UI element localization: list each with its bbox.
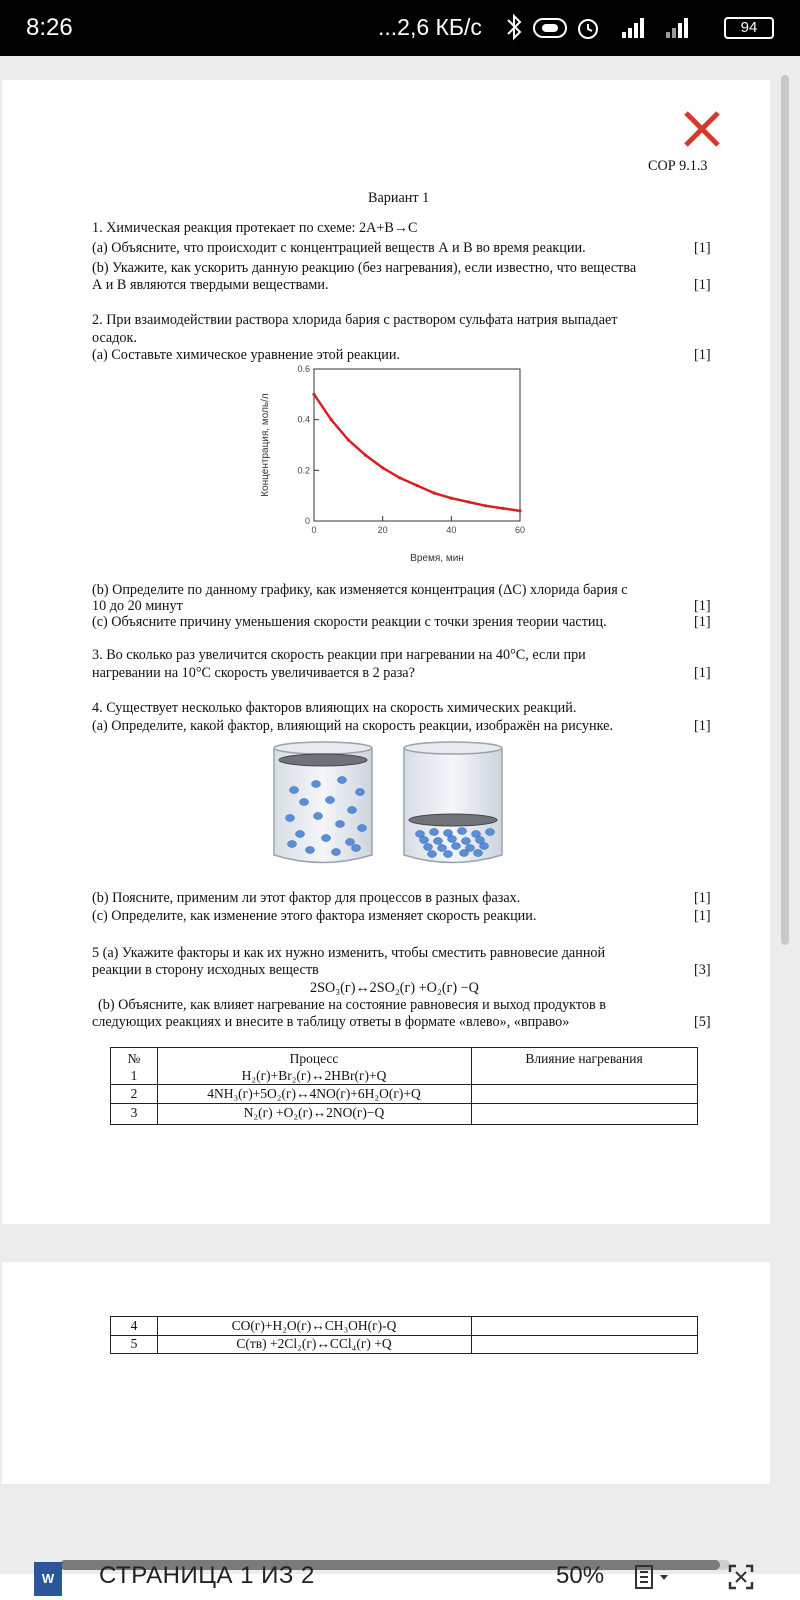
mark: [1]	[694, 347, 711, 363]
fit-screen-icon[interactable]	[726, 1562, 756, 1592]
page-indicator[interactable]: СТРАНИЦА 1 ИЗ 2	[99, 1562, 315, 1589]
question-1b-cont: А и В являются твердыми веществами.	[92, 277, 329, 293]
mark: [1]	[694, 890, 711, 906]
particle	[288, 841, 297, 848]
particle	[300, 799, 309, 806]
battery-icon: 94	[724, 17, 774, 39]
particle	[336, 821, 345, 828]
concentration-chart	[250, 365, 550, 577]
bottom-bar	[0, 1562, 800, 1600]
beakers-illustration	[264, 740, 534, 872]
particle	[444, 851, 453, 858]
x-tick-label: 20	[377, 525, 388, 535]
vertical-scrollbar[interactable]	[781, 75, 789, 945]
mark: [1]	[694, 598, 711, 614]
particle	[462, 838, 471, 845]
y-tick-label: 0	[304, 516, 310, 526]
question-4b: (b) Поясните, применим ли этот фактор для процессов в разных фазах.	[92, 890, 521, 906]
table-cell: C(тв) +2Cl₂(г)↔CCl₄(г) +Q	[236, 1336, 392, 1351]
question-4: 4. Существует несколько факторов влияющих на скорость химических реакций.	[92, 700, 577, 716]
mark: [1]	[694, 614, 711, 630]
particle	[346, 839, 355, 846]
question-5a: 5 (а) Укажите факторы и как их нужно изменить, чтобы сместить равновесие данной	[92, 945, 606, 961]
document-page-2	[2, 1262, 770, 1484]
particle	[312, 781, 321, 788]
particle	[356, 789, 365, 796]
word-icon[interactable]: W	[34, 1562, 62, 1596]
particle	[358, 825, 367, 832]
data-point	[467, 500, 470, 503]
bluetooth-icon	[508, 16, 520, 38]
mark: [1]	[694, 908, 711, 924]
particle	[448, 836, 457, 843]
question-1a: (а) Объясните, что происходит с концентрацией веществ А и В во время реакции.	[92, 240, 586, 256]
reaction-table	[110, 1047, 698, 1125]
table-cell: N₂(г) +O₂(г)↔2NO(г)−Q	[243, 1105, 385, 1120]
particle	[486, 829, 495, 836]
plot-frame	[314, 369, 520, 521]
reading-mode-icon[interactable]	[632, 1564, 676, 1594]
data-point	[433, 492, 436, 495]
table-cell: H₂(г)+Br₂(г)↔2HBr(г)+Q	[241, 1068, 387, 1083]
beaker-right	[404, 742, 502, 863]
particle	[286, 815, 295, 822]
particle	[338, 777, 347, 784]
table-header: Процесс	[289, 1051, 339, 1066]
mark: [1]	[694, 240, 711, 256]
vpn-icon	[534, 19, 566, 37]
zoom-level[interactable]: 50%	[556, 1562, 605, 1589]
data-point	[312, 393, 315, 396]
close-icon[interactable]	[683, 110, 721, 148]
document-code: СОР 9.1.3	[648, 158, 708, 174]
particle	[460, 850, 469, 857]
question-5b: (b) Объясните, как влияет нагревание на состояние равновесия и выход продуктов в	[98, 997, 606, 1013]
question-5a-cont: реакции в сторону исходных веществ	[92, 962, 319, 978]
chevron-down-icon[interactable]	[660, 1575, 668, 1580]
data-point	[450, 497, 453, 500]
particle	[452, 843, 461, 850]
question-3-cont: нагревании на 10°С скорость увеличивается в 2 раза?	[92, 665, 415, 681]
particle	[296, 831, 305, 838]
data-point	[518, 509, 521, 512]
particle	[474, 850, 483, 857]
particle	[428, 851, 437, 858]
question-1b: (b) Укажите, как ускорить данную реакцию (без нагревания), если известно, что вещества	[92, 260, 637, 276]
variant-title: Вариант 1	[368, 190, 430, 206]
status-time: 8:26	[26, 14, 73, 41]
x-axis-label: Время, мин	[410, 553, 464, 564]
particle	[420, 837, 429, 844]
particle	[352, 845, 361, 852]
table-cell: 4NH₃(г)+5O₂(г)↔4NO(г)+6H₂O(г)+Q	[207, 1086, 421, 1101]
particle	[348, 807, 357, 814]
mark: [1]	[694, 718, 711, 734]
x-tick-label: 0	[311, 525, 317, 535]
particle	[424, 844, 433, 851]
status-bar	[0, 0, 800, 56]
network-speed: ...2,6 КБ/с	[378, 14, 482, 40]
data-point	[501, 507, 504, 510]
question-2: 2. При взаимодействии раствора хлорида бария с раствором сульфата натрия выпадает	[92, 312, 618, 328]
particle	[458, 828, 467, 835]
mark: [5]	[694, 1014, 711, 1030]
document-page-1	[2, 80, 770, 1224]
particle	[326, 797, 335, 804]
particle	[306, 847, 315, 854]
mark: [3]	[694, 962, 711, 978]
particle	[322, 835, 331, 842]
table-cell: CO(г)+H₂O(г)↔CH₃OH(г)-Q	[231, 1318, 397, 1333]
question-2b: (b) Определите по данному графику, как изменяется концентрация (ΔС) хлорида бария с	[92, 582, 628, 598]
table-cell: 1	[130, 1068, 138, 1083]
table-cell: 4	[130, 1318, 138, 1333]
data-point	[347, 438, 350, 441]
particle	[434, 838, 443, 845]
equation: 2SO₃(г)↔2SO₂(г) +O₂(г) −Q	[310, 980, 479, 996]
x-tick-label: 60	[514, 525, 526, 535]
particle	[480, 843, 489, 850]
data-point	[364, 454, 367, 457]
question-2b-cont: 10 до 20 минут	[92, 598, 183, 614]
particle	[430, 829, 439, 836]
question-4a: (а) Определите, какой фактор, влияющий на скорость реакции, изображён на рисунке.	[92, 718, 613, 734]
data-point	[381, 466, 384, 469]
question-1: 1. Химическая реакция протекает по схеме: 2А+В→С	[92, 220, 418, 236]
particle	[332, 849, 341, 856]
table-header: Влияние нагревания	[525, 1051, 643, 1066]
data-point	[484, 504, 487, 507]
alarm-icon	[579, 20, 597, 38]
table-cell: 3	[130, 1105, 138, 1120]
table-cell: 2	[130, 1086, 138, 1101]
data-point	[330, 418, 333, 421]
signal-icon	[666, 18, 688, 38]
signal-icon	[622, 18, 644, 38]
x-tick-label: 40	[446, 525, 457, 535]
question-2c: (с) Объясните причину уменьшения скорости реакции с точки зрения теории частиц.	[92, 614, 607, 630]
question-5b-cont: следующих реакциях и внесите в таблицу ответы в формате «влево», «вправо»	[92, 1014, 570, 1030]
y-tick-label: 0.4	[297, 414, 310, 425]
question-2-cont: осадок.	[92, 330, 137, 346]
question-4c: (с) Определите, как изменение этого фактора изменяет скорость реакции.	[92, 908, 537, 924]
mark: [1]	[694, 277, 711, 293]
particle	[314, 813, 323, 820]
table-cell: 5	[130, 1336, 138, 1351]
y-tick-label: 0.6	[297, 365, 310, 374]
reaction-table-continued	[110, 1316, 698, 1354]
data-point	[415, 484, 418, 487]
y-tick-label: 0.2	[297, 465, 310, 476]
mark: [1]	[694, 665, 711, 681]
table-header: №	[127, 1051, 141, 1066]
beaker-left	[274, 742, 372, 863]
particle	[438, 845, 447, 852]
series-line	[314, 394, 520, 511]
question-2a: (а) Составьте химическое уравнение этой реакции.	[92, 347, 400, 363]
question-3: 3. Во сколько раз увеличится скорость реакции при нагревании на 40°С, если при	[92, 647, 586, 663]
y-axis-label: Концентрация, моль/л	[260, 393, 271, 497]
data-point	[398, 476, 401, 479]
particle	[290, 787, 299, 794]
